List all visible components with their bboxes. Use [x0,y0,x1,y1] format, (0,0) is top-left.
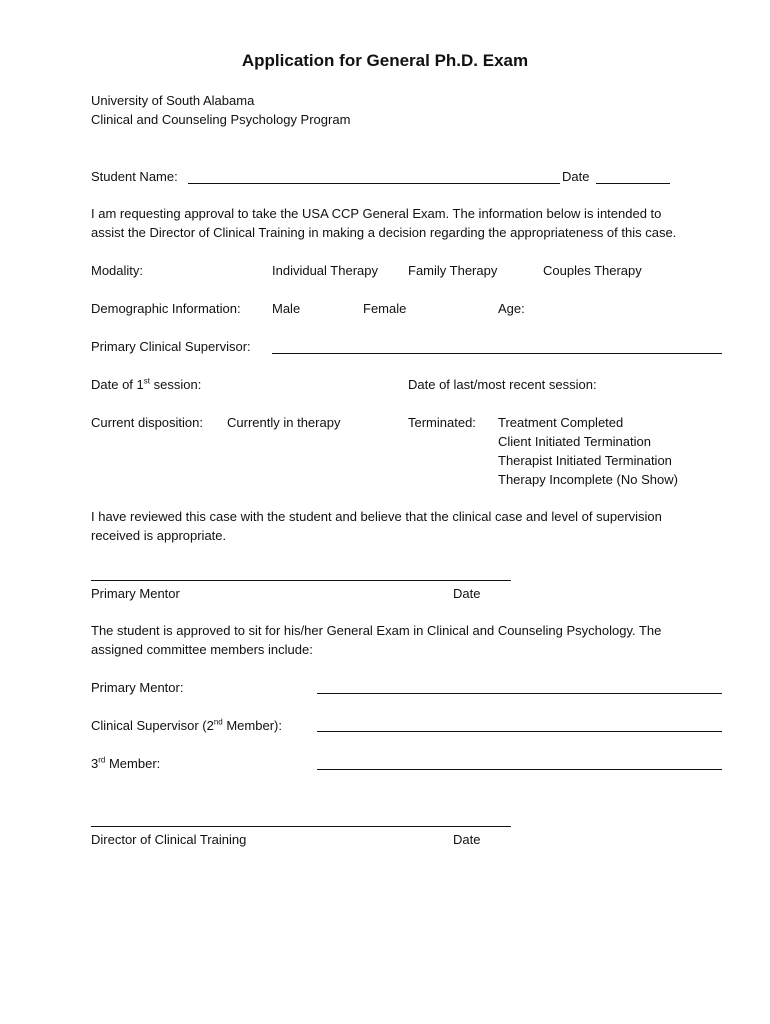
approval-line-1: The student is approved to sit for his/her General Exam in Clinical and Counseling Psychology. The [91,623,662,638]
student-name-label: Student Name: [91,169,178,184]
mentor-signature-field[interactable] [91,580,511,581]
disposition-current-option[interactable]: Currently in therapy [227,415,341,430]
program-name: Clinical and Counseling Psychology Program [91,112,351,127]
terminated-option-therapist-initiated[interactable]: Therapist Initiated Termination [498,453,672,468]
demographic-male-option[interactable]: Male [272,301,301,316]
student-date-field[interactable] [596,183,670,184]
approval-line-2: assigned committee members include: [91,642,313,657]
director-signature-label: Director of Clinical Training [91,832,247,847]
terminated-option-treatment-completed[interactable]: Treatment Completed [498,415,624,430]
committee-clinical-supervisor-label: Clinical Supervisor (2nd Member): [91,717,282,733]
mentor-signature-label: Primary Mentor [91,586,180,601]
committee-third-member-field[interactable] [317,769,722,770]
terminated-option-client-initiated[interactable]: Client Initiated Termination [498,434,651,449]
terminated-label: Terminated: [408,415,476,430]
intro-line-2: assist the Director of Clinical Training in making a decision regarding the appropriateness of this case. [91,225,677,240]
modality-option-family[interactable]: Family Therapy [408,263,498,278]
terminated-option-incomplete[interactable]: Therapy Incomplete (No Show) [498,472,678,487]
demographic-label: Demographic Information: [91,301,241,316]
supervisor-field[interactable] [272,353,722,354]
first-session-label: Date of 1st session: [91,376,202,392]
supervisor-label: Primary Clinical Supervisor: [91,339,251,354]
modality-label: Modality: [91,263,144,278]
intro-line-1: I am requesting approval to take the USA CCP General Exam. The information below is intended to [91,206,662,221]
page-title: Application for General Ph.D. Exam [241,51,529,70]
committee-primary-mentor-label: Primary Mentor: [91,680,184,695]
demographic-age-label: Age: [498,301,525,316]
director-signature-field[interactable] [91,826,511,827]
university-name: University of South Alabama [91,93,255,108]
modality-option-individual[interactable]: Individual Therapy [272,263,378,278]
modality-option-couples[interactable]: Couples Therapy [543,263,642,278]
committee-primary-mentor-field[interactable] [317,693,722,694]
disposition-label: Current disposition: [91,415,203,430]
student-name-field[interactable] [188,183,560,184]
last-session-label: Date of last/most recent session: [408,377,597,392]
mentor-signature-date-label: Date [453,586,481,601]
demographic-female-option[interactable]: Female [363,301,407,316]
student-date-label: Date [562,169,590,184]
committee-third-member-label: 3rd Member: [91,755,161,771]
committee-clinical-supervisor-field[interactable] [317,731,722,732]
review-line-1: I have reviewed this case with the student and believe that the clinical case and level of supervision [91,509,662,524]
review-line-2: received is appropriate. [91,528,227,543]
director-signature-date-label: Date [453,832,481,847]
